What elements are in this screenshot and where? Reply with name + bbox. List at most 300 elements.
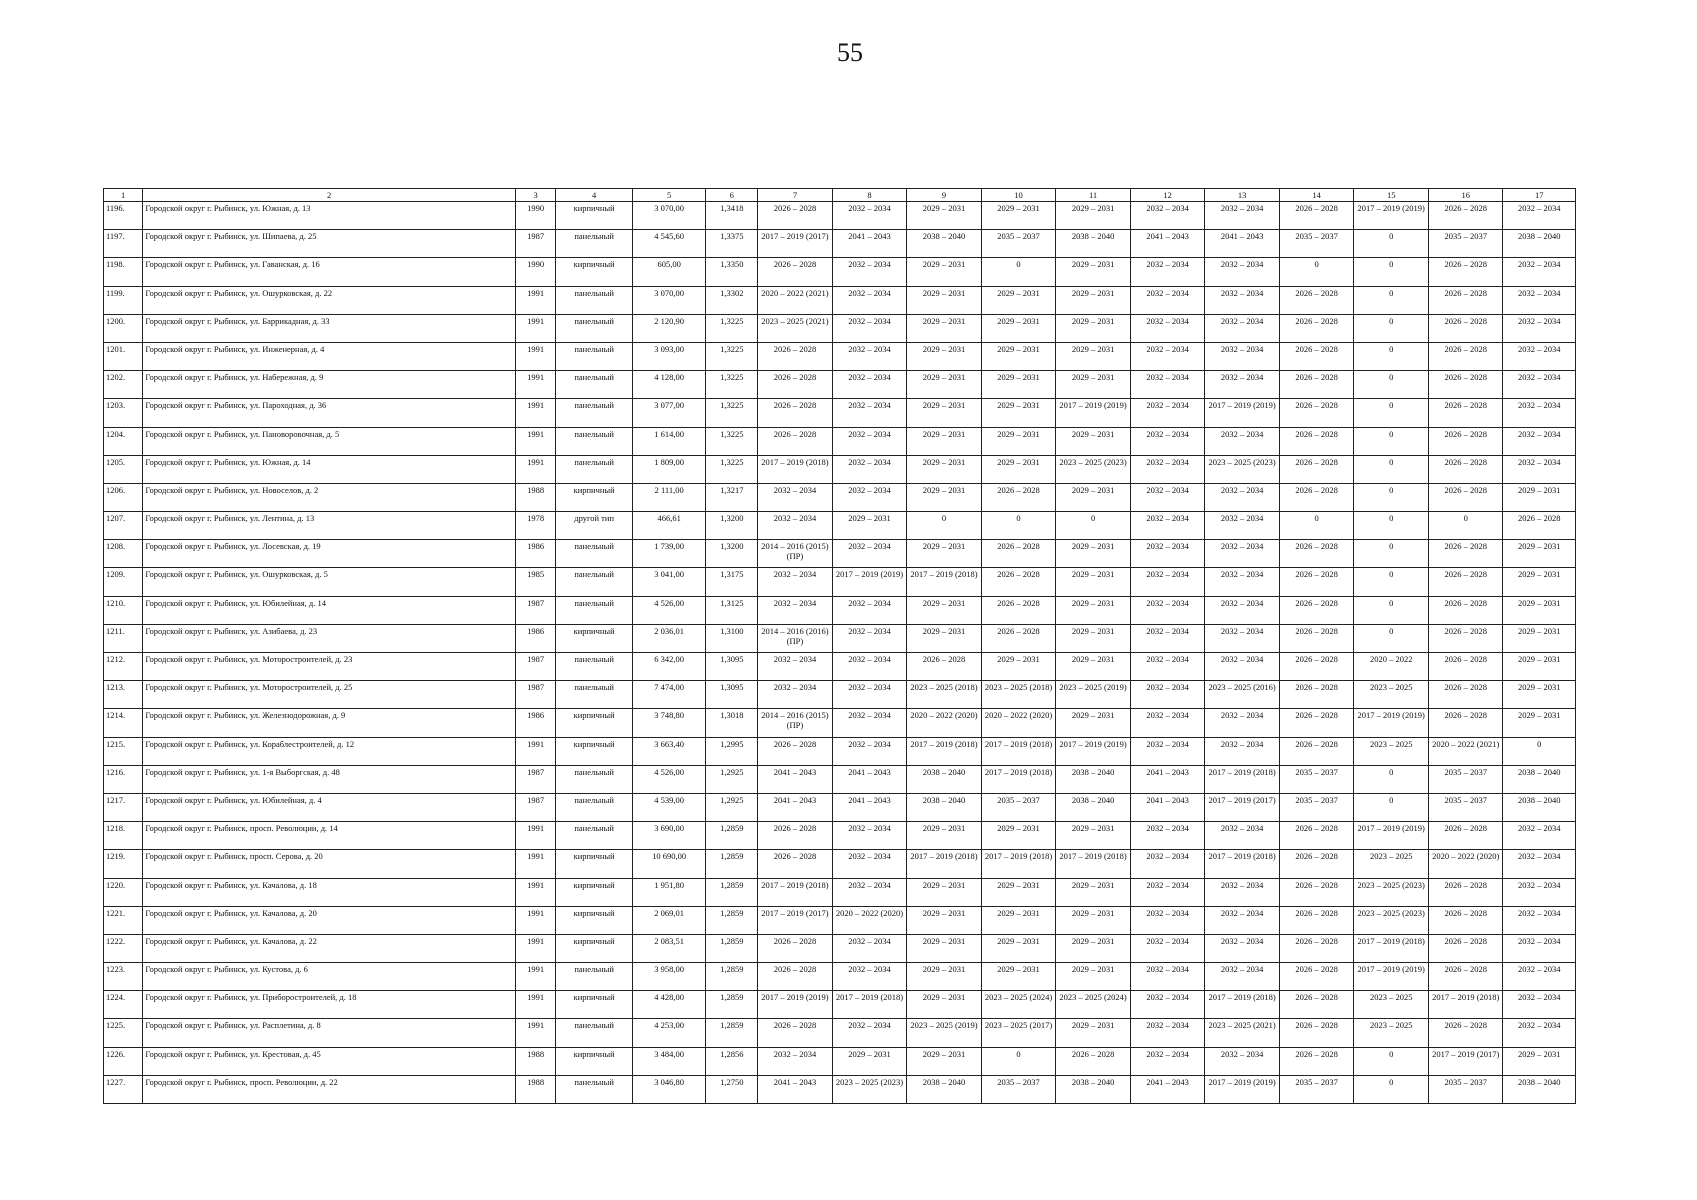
table-row xyxy=(104,286,1576,314)
table-cell-col-2: Городской округ г. Рыбинск, ул. Азибаева, д. 23 xyxy=(143,624,516,652)
table-cell-col-13: 2023 – 2025 (2023) xyxy=(1205,455,1280,483)
table-cell-col-8: 2032 – 2034 xyxy=(832,258,907,286)
table-cell-col-17: 2032 – 2034 xyxy=(1503,202,1576,230)
table-cell-col-3: 1991 xyxy=(515,455,555,483)
table-cell-col-7: 2017 – 2019 (2019) xyxy=(758,991,833,1019)
table-cell-col-8: 2032 – 2034 xyxy=(832,342,907,370)
table-cell-col-11: 2026 – 2028 xyxy=(1056,1047,1131,1075)
table-cell-col-5: 3 663,40 xyxy=(632,737,705,765)
table-cell-col-17: 2032 – 2034 xyxy=(1503,822,1576,850)
table-cell-col-3: 1987 xyxy=(515,596,555,624)
table-cell-col-3: 1988 xyxy=(515,1075,555,1103)
table-cell-col-13: 2032 – 2034 xyxy=(1205,540,1280,568)
table-cell-col-5: 3 070,00 xyxy=(632,286,705,314)
table-cell-col-16: 0 xyxy=(1428,512,1503,540)
table-cell-col-10: 2020 – 2022 (2020) xyxy=(981,709,1056,737)
table-cell-col-4: кирпичный xyxy=(556,737,633,765)
table-cell-col-3: 1991 xyxy=(515,286,555,314)
table-cell-col-13: 2032 – 2034 xyxy=(1205,568,1280,596)
table-cell-col-10: 2029 – 2031 xyxy=(981,906,1056,934)
table-cell-col-1: 1219. xyxy=(104,850,143,878)
table-cell-col-3: 1990 xyxy=(515,202,555,230)
table-cell-col-11: 2038 – 2040 xyxy=(1056,765,1131,793)
table-cell-col-16: 2026 – 2028 xyxy=(1428,483,1503,511)
column-header-5: 5 xyxy=(632,189,705,202)
table-cell-col-13: 2032 – 2034 xyxy=(1205,1047,1280,1075)
table-cell-col-3: 1991 xyxy=(515,878,555,906)
column-header-16: 16 xyxy=(1428,189,1503,202)
table-cell-col-7: 2032 – 2034 xyxy=(758,596,833,624)
table-row xyxy=(104,878,1576,906)
column-header-3: 3 xyxy=(515,189,555,202)
table-cell-col-13: 2032 – 2034 xyxy=(1205,342,1280,370)
table-cell-col-1: 1211. xyxy=(104,624,143,652)
table-cell-col-11: 2029 – 2031 xyxy=(1056,963,1131,991)
table-cell-col-9: 2023 – 2025 (2018) xyxy=(907,681,982,709)
table-cell-col-9: 2017 – 2019 (2018) xyxy=(907,737,982,765)
table-cell-col-13: 2032 – 2034 xyxy=(1205,822,1280,850)
table-cell-col-15: 0 xyxy=(1354,483,1429,511)
table-cell-col-9: 2017 – 2019 (2018) xyxy=(907,850,982,878)
table-cell-col-13: 2017 – 2019 (2018) xyxy=(1205,850,1280,878)
table-cell-col-11: 2029 – 2031 xyxy=(1056,653,1131,681)
table-cell-col-17: 2029 – 2031 xyxy=(1503,483,1576,511)
table-row xyxy=(104,624,1576,652)
table-cell-col-11: 2023 – 2025 (2024) xyxy=(1056,991,1131,1019)
table-cell-col-13: 2032 – 2034 xyxy=(1205,371,1280,399)
table-cell-col-17: 2032 – 2034 xyxy=(1503,991,1576,1019)
table-cell-col-13: 2032 – 2034 xyxy=(1205,709,1280,737)
column-header-1: 1 xyxy=(104,189,143,202)
table-cell-col-7: 2026 – 2028 xyxy=(758,342,833,370)
table-cell-col-2: Городской округ г. Рыбинск, ул. Южная, д. 14 xyxy=(143,455,516,483)
table-cell-col-10: 2029 – 2031 xyxy=(981,653,1056,681)
table-cell-col-3: 1991 xyxy=(515,850,555,878)
table-cell-col-13: 2023 – 2025 (2021) xyxy=(1205,1019,1280,1047)
table-cell-col-15: 0 xyxy=(1354,793,1429,821)
table-cell-col-4: кирпичный xyxy=(556,1047,633,1075)
column-header-9: 9 xyxy=(907,189,982,202)
table-row xyxy=(104,653,1576,681)
table-cell-col-17: 2032 – 2034 xyxy=(1503,1019,1576,1047)
table-cell-col-7: 2026 – 2028 xyxy=(758,202,833,230)
column-header-6: 6 xyxy=(706,189,758,202)
table-cell-col-9: 2029 – 2031 xyxy=(907,314,982,342)
table-cell-col-5: 3 690,00 xyxy=(632,822,705,850)
table-cell-col-9: 2029 – 2031 xyxy=(907,991,982,1019)
table-cell-col-15: 0 xyxy=(1354,1075,1429,1103)
table-cell-col-4: кирпичный xyxy=(556,624,633,652)
table-cell-col-17: 2032 – 2034 xyxy=(1503,399,1576,427)
table-cell-col-13: 2017 – 2019 (2019) xyxy=(1205,1075,1280,1103)
table-cell-col-7: 2032 – 2034 xyxy=(758,681,833,709)
table-cell-col-13: 2032 – 2034 xyxy=(1205,934,1280,962)
table-cell-col-7: 2026 – 2028 xyxy=(758,737,833,765)
table-cell-col-13: 2032 – 2034 xyxy=(1205,483,1280,511)
table-cell-col-8: 2041 – 2043 xyxy=(832,230,907,258)
table-row xyxy=(104,230,1576,258)
table-cell-col-10: 2029 – 2031 xyxy=(981,314,1056,342)
table-cell-col-5: 4 526,00 xyxy=(632,596,705,624)
table-cell-col-4: панельный xyxy=(556,371,633,399)
table-cell-col-8: 2032 – 2034 xyxy=(832,878,907,906)
table-cell-col-17: 2038 – 2040 xyxy=(1503,765,1576,793)
table-cell-col-11: 2029 – 2031 xyxy=(1056,906,1131,934)
table-cell-col-12: 2032 – 2034 xyxy=(1130,906,1205,934)
table-cell-col-10: 2026 – 2028 xyxy=(981,483,1056,511)
table-cell-col-14: 2026 – 2028 xyxy=(1279,934,1354,962)
table-cell-col-2: Городской округ г. Рыбинск, ул. Кустова, д. 6 xyxy=(143,963,516,991)
table-cell-col-16: 2026 – 2028 xyxy=(1428,878,1503,906)
table-row xyxy=(104,1075,1576,1103)
table-cell-col-3: 1986 xyxy=(515,540,555,568)
table-cell-col-10: 0 xyxy=(981,258,1056,286)
table-cell-col-15: 2023 – 2025 (2023) xyxy=(1354,878,1429,906)
table-cell-col-17: 2032 – 2034 xyxy=(1503,258,1576,286)
table-cell-col-1: 1209. xyxy=(104,568,143,596)
table-cell-col-6: 1,3095 xyxy=(706,653,758,681)
column-header-11: 11 xyxy=(1056,189,1131,202)
table-cell-col-9: 2029 – 2031 xyxy=(907,1047,982,1075)
table-cell-col-15: 2023 – 2025 xyxy=(1354,991,1429,1019)
table-cell-col-7: 2026 – 2028 xyxy=(758,850,833,878)
table-cell-col-8: 2032 – 2034 xyxy=(832,963,907,991)
table-cell-col-12: 2041 – 2043 xyxy=(1130,793,1205,821)
column-number-row xyxy=(104,189,1576,202)
column-header-15: 15 xyxy=(1354,189,1429,202)
table-cell-col-1: 1222. xyxy=(104,934,143,962)
table-row xyxy=(104,850,1576,878)
table-cell-col-1: 1207. xyxy=(104,512,143,540)
table-cell-col-11: 2029 – 2031 xyxy=(1056,483,1131,511)
table-cell-col-5: 4 128,00 xyxy=(632,371,705,399)
table-cell-col-9: 2029 – 2031 xyxy=(907,399,982,427)
table-cell-col-8: 2041 – 2043 xyxy=(832,765,907,793)
table-cell-col-15: 2023 – 2025 (2023) xyxy=(1354,906,1429,934)
table-cell-col-10: 2023 – 2025 (2024) xyxy=(981,991,1056,1019)
table-cell-col-7: 2017 – 2019 (2018) xyxy=(758,455,833,483)
table-cell-col-16: 2035 – 2037 xyxy=(1428,1075,1503,1103)
table-cell-col-10: 2035 – 2037 xyxy=(981,793,1056,821)
table-cell-col-13: 2032 – 2034 xyxy=(1205,878,1280,906)
table-cell-col-3: 1991 xyxy=(515,1019,555,1047)
table-cell-col-4: панельный xyxy=(556,963,633,991)
table-cell-col-13: 2017 – 2019 (2018) xyxy=(1205,765,1280,793)
table-cell-col-2: Городской округ г. Рыбинск, ул. Пановоровочная, д. 5 xyxy=(143,427,516,455)
table-cell-col-16: 2026 – 2028 xyxy=(1428,568,1503,596)
table-cell-col-14: 2026 – 2028 xyxy=(1279,596,1354,624)
table-cell-col-2: Городской округ г. Рыбинск, ул. Моторостроителей, д. 23 xyxy=(143,653,516,681)
table-cell-col-2: Городской округ г. Рыбинск, ул. Лосевская, д. 19 xyxy=(143,540,516,568)
table-cell-col-15: 0 xyxy=(1354,455,1429,483)
table-cell-col-11: 2038 – 2040 xyxy=(1056,230,1131,258)
table-cell-col-16: 2026 – 2028 xyxy=(1428,314,1503,342)
table-cell-col-17: 2032 – 2034 xyxy=(1503,963,1576,991)
table-cell-col-7: 2014 – 2016 (2016) (ПР) xyxy=(758,624,833,652)
table-cell-col-3: 1985 xyxy=(515,568,555,596)
table-cell-col-15: 0 xyxy=(1354,765,1429,793)
table-row xyxy=(104,765,1576,793)
table-cell-col-3: 1987 xyxy=(515,230,555,258)
table-cell-col-17: 2038 – 2040 xyxy=(1503,793,1576,821)
table-cell-col-7: 2017 – 2019 (2017) xyxy=(758,906,833,934)
table-cell-col-7: 2041 – 2043 xyxy=(758,1075,833,1103)
column-header-13: 13 xyxy=(1205,189,1280,202)
table-cell-col-11: 2029 – 2031 xyxy=(1056,878,1131,906)
table-cell-col-2: Городской округ г. Рыбинск, ул. Расплетина, д. 8 xyxy=(143,1019,516,1047)
table-cell-col-1: 1202. xyxy=(104,371,143,399)
table-cell-col-5: 2 120,90 xyxy=(632,314,705,342)
table-cell-col-14: 2026 – 2028 xyxy=(1279,286,1354,314)
table-cell-col-11: 2029 – 2031 xyxy=(1056,371,1131,399)
table-cell-col-12: 2032 – 2034 xyxy=(1130,1019,1205,1047)
table-cell-col-8: 2032 – 2034 xyxy=(832,314,907,342)
table-cell-col-15: 2017 – 2019 (2019) xyxy=(1354,963,1429,991)
table-cell-col-1: 1205. xyxy=(104,455,143,483)
table-cell-col-4: кирпичный xyxy=(556,258,633,286)
table-cell-col-8: 2023 – 2025 (2023) xyxy=(832,1075,907,1103)
table-cell-col-14: 0 xyxy=(1279,258,1354,286)
table-cell-col-12: 2032 – 2034 xyxy=(1130,624,1205,652)
table-cell-col-11: 2029 – 2031 xyxy=(1056,286,1131,314)
table-cell-col-14: 2026 – 2028 xyxy=(1279,681,1354,709)
table-cell-col-8: 2017 – 2019 (2018) xyxy=(832,991,907,1019)
table-cell-col-5: 4 253,00 xyxy=(632,1019,705,1047)
table-cell-col-6: 1,2859 xyxy=(706,906,758,934)
table-cell-col-6: 1,3225 xyxy=(706,314,758,342)
table-cell-col-7: 2026 – 2028 xyxy=(758,427,833,455)
table-cell-col-5: 3 958,00 xyxy=(632,963,705,991)
table-cell-col-12: 2032 – 2034 xyxy=(1130,540,1205,568)
table-cell-col-3: 1987 xyxy=(515,765,555,793)
table-cell-col-1: 1218. xyxy=(104,822,143,850)
table-cell-col-12: 2032 – 2034 xyxy=(1130,963,1205,991)
table-cell-col-10: 2017 – 2019 (2018) xyxy=(981,850,1056,878)
table-cell-col-2: Городской округ г. Рыбинск, ул. Пароходная, д. 36 xyxy=(143,399,516,427)
table-cell-col-15: 0 xyxy=(1354,540,1429,568)
table-cell-col-11: 2029 – 2031 xyxy=(1056,596,1131,624)
table-cell-col-1: 1213. xyxy=(104,681,143,709)
table-cell-col-8: 2032 – 2034 xyxy=(832,681,907,709)
table-cell-col-16: 2026 – 2028 xyxy=(1428,709,1503,737)
table-cell-col-10: 2026 – 2028 xyxy=(981,568,1056,596)
table-cell-col-15: 2017 – 2019 (2019) xyxy=(1354,202,1429,230)
table-row xyxy=(104,258,1576,286)
table-cell-col-14: 2026 – 2028 xyxy=(1279,568,1354,596)
table-cell-col-8: 2032 – 2034 xyxy=(832,483,907,511)
table-cell-col-4: панельный xyxy=(556,540,633,568)
table-cell-col-17: 2032 – 2034 xyxy=(1503,934,1576,962)
table-row xyxy=(104,568,1576,596)
table-cell-col-5: 3 748,80 xyxy=(632,709,705,737)
table-cell-col-2: Городской округ г. Рыбинск, ул. Лентина, д. 13 xyxy=(143,512,516,540)
table-cell-col-6: 1,3217 xyxy=(706,483,758,511)
table-cell-col-13: 2017 – 2019 (2019) xyxy=(1205,399,1280,427)
table-cell-col-8: 2032 – 2034 xyxy=(832,709,907,737)
table-cell-col-6: 1,3225 xyxy=(706,342,758,370)
table-cell-col-14: 2026 – 2028 xyxy=(1279,399,1354,427)
table-cell-col-5: 6 342,00 xyxy=(632,653,705,681)
table-cell-col-7: 2032 – 2034 xyxy=(758,512,833,540)
table-cell-col-3: 1990 xyxy=(515,258,555,286)
table-cell-col-10: 2017 – 2019 (2018) xyxy=(981,737,1056,765)
table-cell-col-10: 2023 – 2025 (2017) xyxy=(981,1019,1056,1047)
table-cell-col-1: 1216. xyxy=(104,765,143,793)
table-cell-col-2: Городской округ г. Рыбинск, ул. 1-я Выборгская, д. 48 xyxy=(143,765,516,793)
table-cell-col-5: 2 111,00 xyxy=(632,483,705,511)
table-cell-col-4: панельный xyxy=(556,681,633,709)
table-cell-col-4: кирпичный xyxy=(556,850,633,878)
table-cell-col-4: панельный xyxy=(556,568,633,596)
table-cell-col-11: 2029 – 2031 xyxy=(1056,342,1131,370)
table-cell-col-11: 2038 – 2040 xyxy=(1056,1075,1131,1103)
table-cell-col-10: 2035 – 2037 xyxy=(981,230,1056,258)
table-cell-col-5: 3 093,00 xyxy=(632,342,705,370)
table-cell-col-16: 2035 – 2037 xyxy=(1428,765,1503,793)
table-cell-col-10: 2029 – 2031 xyxy=(981,371,1056,399)
table-cell-col-2: Городской округ г. Рыбинск, ул. Южная, д. 13 xyxy=(143,202,516,230)
table-cell-col-8: 2032 – 2034 xyxy=(832,596,907,624)
table-cell-col-1: 1204. xyxy=(104,427,143,455)
table-cell-col-10: 0 xyxy=(981,1047,1056,1075)
table-cell-col-5: 3 070,00 xyxy=(632,202,705,230)
table-cell-col-15: 2017 – 2019 (2019) xyxy=(1354,709,1429,737)
table-cell-col-10: 2029 – 2031 xyxy=(981,934,1056,962)
table-cell-col-17: 2029 – 2031 xyxy=(1503,596,1576,624)
table-cell-col-12: 2032 – 2034 xyxy=(1130,258,1205,286)
table-row xyxy=(104,906,1576,934)
table-cell-col-3: 1978 xyxy=(515,512,555,540)
table-cell-col-9: 2029 – 2031 xyxy=(907,934,982,962)
table-cell-col-10: 2029 – 2031 xyxy=(981,202,1056,230)
table-cell-col-16: 2026 – 2028 xyxy=(1428,906,1503,934)
table-cell-col-5: 3 484,00 xyxy=(632,1047,705,1075)
table-cell-col-5: 3 046,80 xyxy=(632,1075,705,1103)
table-cell-col-2: Городской округ г. Рыбинск, ул. Моторостроителей, д. 25 xyxy=(143,681,516,709)
table-cell-col-10: 2026 – 2028 xyxy=(981,540,1056,568)
table-cell-col-6: 1,2859 xyxy=(706,1019,758,1047)
column-header-17: 17 xyxy=(1503,189,1576,202)
table-row xyxy=(104,455,1576,483)
table-row xyxy=(104,483,1576,511)
table-cell-col-14: 2026 – 2028 xyxy=(1279,371,1354,399)
table-cell-col-4: панельный xyxy=(556,230,633,258)
table-cell-col-7: 2026 – 2028 xyxy=(758,258,833,286)
table-cell-col-2: Городской округ г. Рыбинск, ул. Баррикадная, д. 33 xyxy=(143,314,516,342)
table-cell-col-6: 1,3375 xyxy=(706,230,758,258)
table-cell-col-5: 7 474,00 xyxy=(632,681,705,709)
table-cell-col-11: 2029 – 2031 xyxy=(1056,427,1131,455)
table-cell-col-14: 2026 – 2028 xyxy=(1279,653,1354,681)
table-cell-col-9: 2029 – 2031 xyxy=(907,258,982,286)
table-cell-col-16: 2026 – 2028 xyxy=(1428,596,1503,624)
table-cell-col-14: 2026 – 2028 xyxy=(1279,878,1354,906)
table-cell-col-6: 1,2859 xyxy=(706,934,758,962)
table-cell-col-7: 2026 – 2028 xyxy=(758,934,833,962)
table-cell-col-12: 2032 – 2034 xyxy=(1130,427,1205,455)
table-cell-col-14: 2026 – 2028 xyxy=(1279,624,1354,652)
table-cell-col-9: 2029 – 2031 xyxy=(907,540,982,568)
table-cell-col-11: 2029 – 2031 xyxy=(1056,258,1131,286)
table-cell-col-14: 2026 – 2028 xyxy=(1279,314,1354,342)
table-cell-col-1: 1226. xyxy=(104,1047,143,1075)
table-cell-col-15: 2023 – 2025 xyxy=(1354,850,1429,878)
table-cell-col-9: 2020 – 2022 (2020) xyxy=(907,709,982,737)
table-cell-col-12: 2041 – 2043 xyxy=(1130,230,1205,258)
table-cell-col-10: 2029 – 2031 xyxy=(981,342,1056,370)
table-cell-col-6: 1,3125 xyxy=(706,596,758,624)
table-cell-col-1: 1221. xyxy=(104,906,143,934)
table-cell-col-9: 2029 – 2031 xyxy=(907,455,982,483)
table-cell-col-8: 2032 – 2034 xyxy=(832,427,907,455)
table-cell-col-1: 1214. xyxy=(104,709,143,737)
table-cell-col-7: 2020 – 2022 (2021) xyxy=(758,286,833,314)
table-cell-col-8: 2032 – 2034 xyxy=(832,653,907,681)
table-cell-col-10: 2026 – 2028 xyxy=(981,624,1056,652)
table-cell-col-3: 1991 xyxy=(515,991,555,1019)
table-cell-col-9: 2029 – 2031 xyxy=(907,483,982,511)
table-cell-col-2: Городской округ г. Рыбинск, ул. Кораблестроителей, д. 12 xyxy=(143,737,516,765)
table-cell-col-9: 2017 – 2019 (2018) xyxy=(907,568,982,596)
table-cell-col-2: Городской округ г. Рыбинск, ул. Железнодорожная, д. 9 xyxy=(143,709,516,737)
table-cell-col-3: 1991 xyxy=(515,314,555,342)
table-cell-col-15: 0 xyxy=(1354,342,1429,370)
table-cell-col-10: 2029 – 2031 xyxy=(981,822,1056,850)
table-cell-col-3: 1987 xyxy=(515,793,555,821)
page-number: 55 xyxy=(837,38,863,67)
table-cell-col-7: 2014 – 2016 (2015) (ПР) xyxy=(758,540,833,568)
table-cell-col-13: 2032 – 2034 xyxy=(1205,314,1280,342)
table-cell-col-17: 2032 – 2034 xyxy=(1503,455,1576,483)
column-header-7: 7 xyxy=(758,189,833,202)
table-cell-col-12: 2032 – 2034 xyxy=(1130,1047,1205,1075)
table-cell-col-1: 1196. xyxy=(104,202,143,230)
table-cell-col-9: 2038 – 2040 xyxy=(907,230,982,258)
table-cell-col-8: 2032 – 2034 xyxy=(832,624,907,652)
table-cell-col-8: 2032 – 2034 xyxy=(832,202,907,230)
table-cell-col-15: 2023 – 2025 xyxy=(1354,1019,1429,1047)
table-cell-col-7: 2014 – 2016 (2015) (ПР) xyxy=(758,709,833,737)
table-cell-col-16: 2026 – 2028 xyxy=(1428,258,1503,286)
column-header-10: 10 xyxy=(981,189,1056,202)
table-cell-col-11: 2029 – 2031 xyxy=(1056,314,1131,342)
table-row xyxy=(104,371,1576,399)
table-cell-col-6: 1,2750 xyxy=(706,1075,758,1103)
table-cell-col-15: 0 xyxy=(1354,258,1429,286)
table-cell-col-1: 1203. xyxy=(104,399,143,427)
table-cell-col-4: кирпичный xyxy=(556,202,633,230)
table-cell-col-1: 1201. xyxy=(104,342,143,370)
table-cell-col-6: 1,3418 xyxy=(706,202,758,230)
table-cell-col-1: 1220. xyxy=(104,878,143,906)
table-cell-col-8: 2032 – 2034 xyxy=(832,455,907,483)
table-cell-col-5: 2 069,01 xyxy=(632,906,705,934)
table-cell-col-16: 2026 – 2028 xyxy=(1428,342,1503,370)
table-cell-col-16: 2026 – 2028 xyxy=(1428,681,1503,709)
table-cell-col-5: 605,00 xyxy=(632,258,705,286)
table-cell-col-3: 1991 xyxy=(515,963,555,991)
table-row xyxy=(104,512,1576,540)
table-row xyxy=(104,399,1576,427)
table-row xyxy=(104,934,1576,962)
table-cell-col-12: 2032 – 2034 xyxy=(1130,737,1205,765)
table-cell-col-13: 2032 – 2034 xyxy=(1205,653,1280,681)
table-row xyxy=(104,991,1576,1019)
table-row xyxy=(104,822,1576,850)
table-cell-col-2: Городской округ г. Рыбинск, ул. Крестовая, д. 45 xyxy=(143,1047,516,1075)
table-cell-col-6: 1,2859 xyxy=(706,963,758,991)
table-cell-col-9: 2029 – 2031 xyxy=(907,624,982,652)
